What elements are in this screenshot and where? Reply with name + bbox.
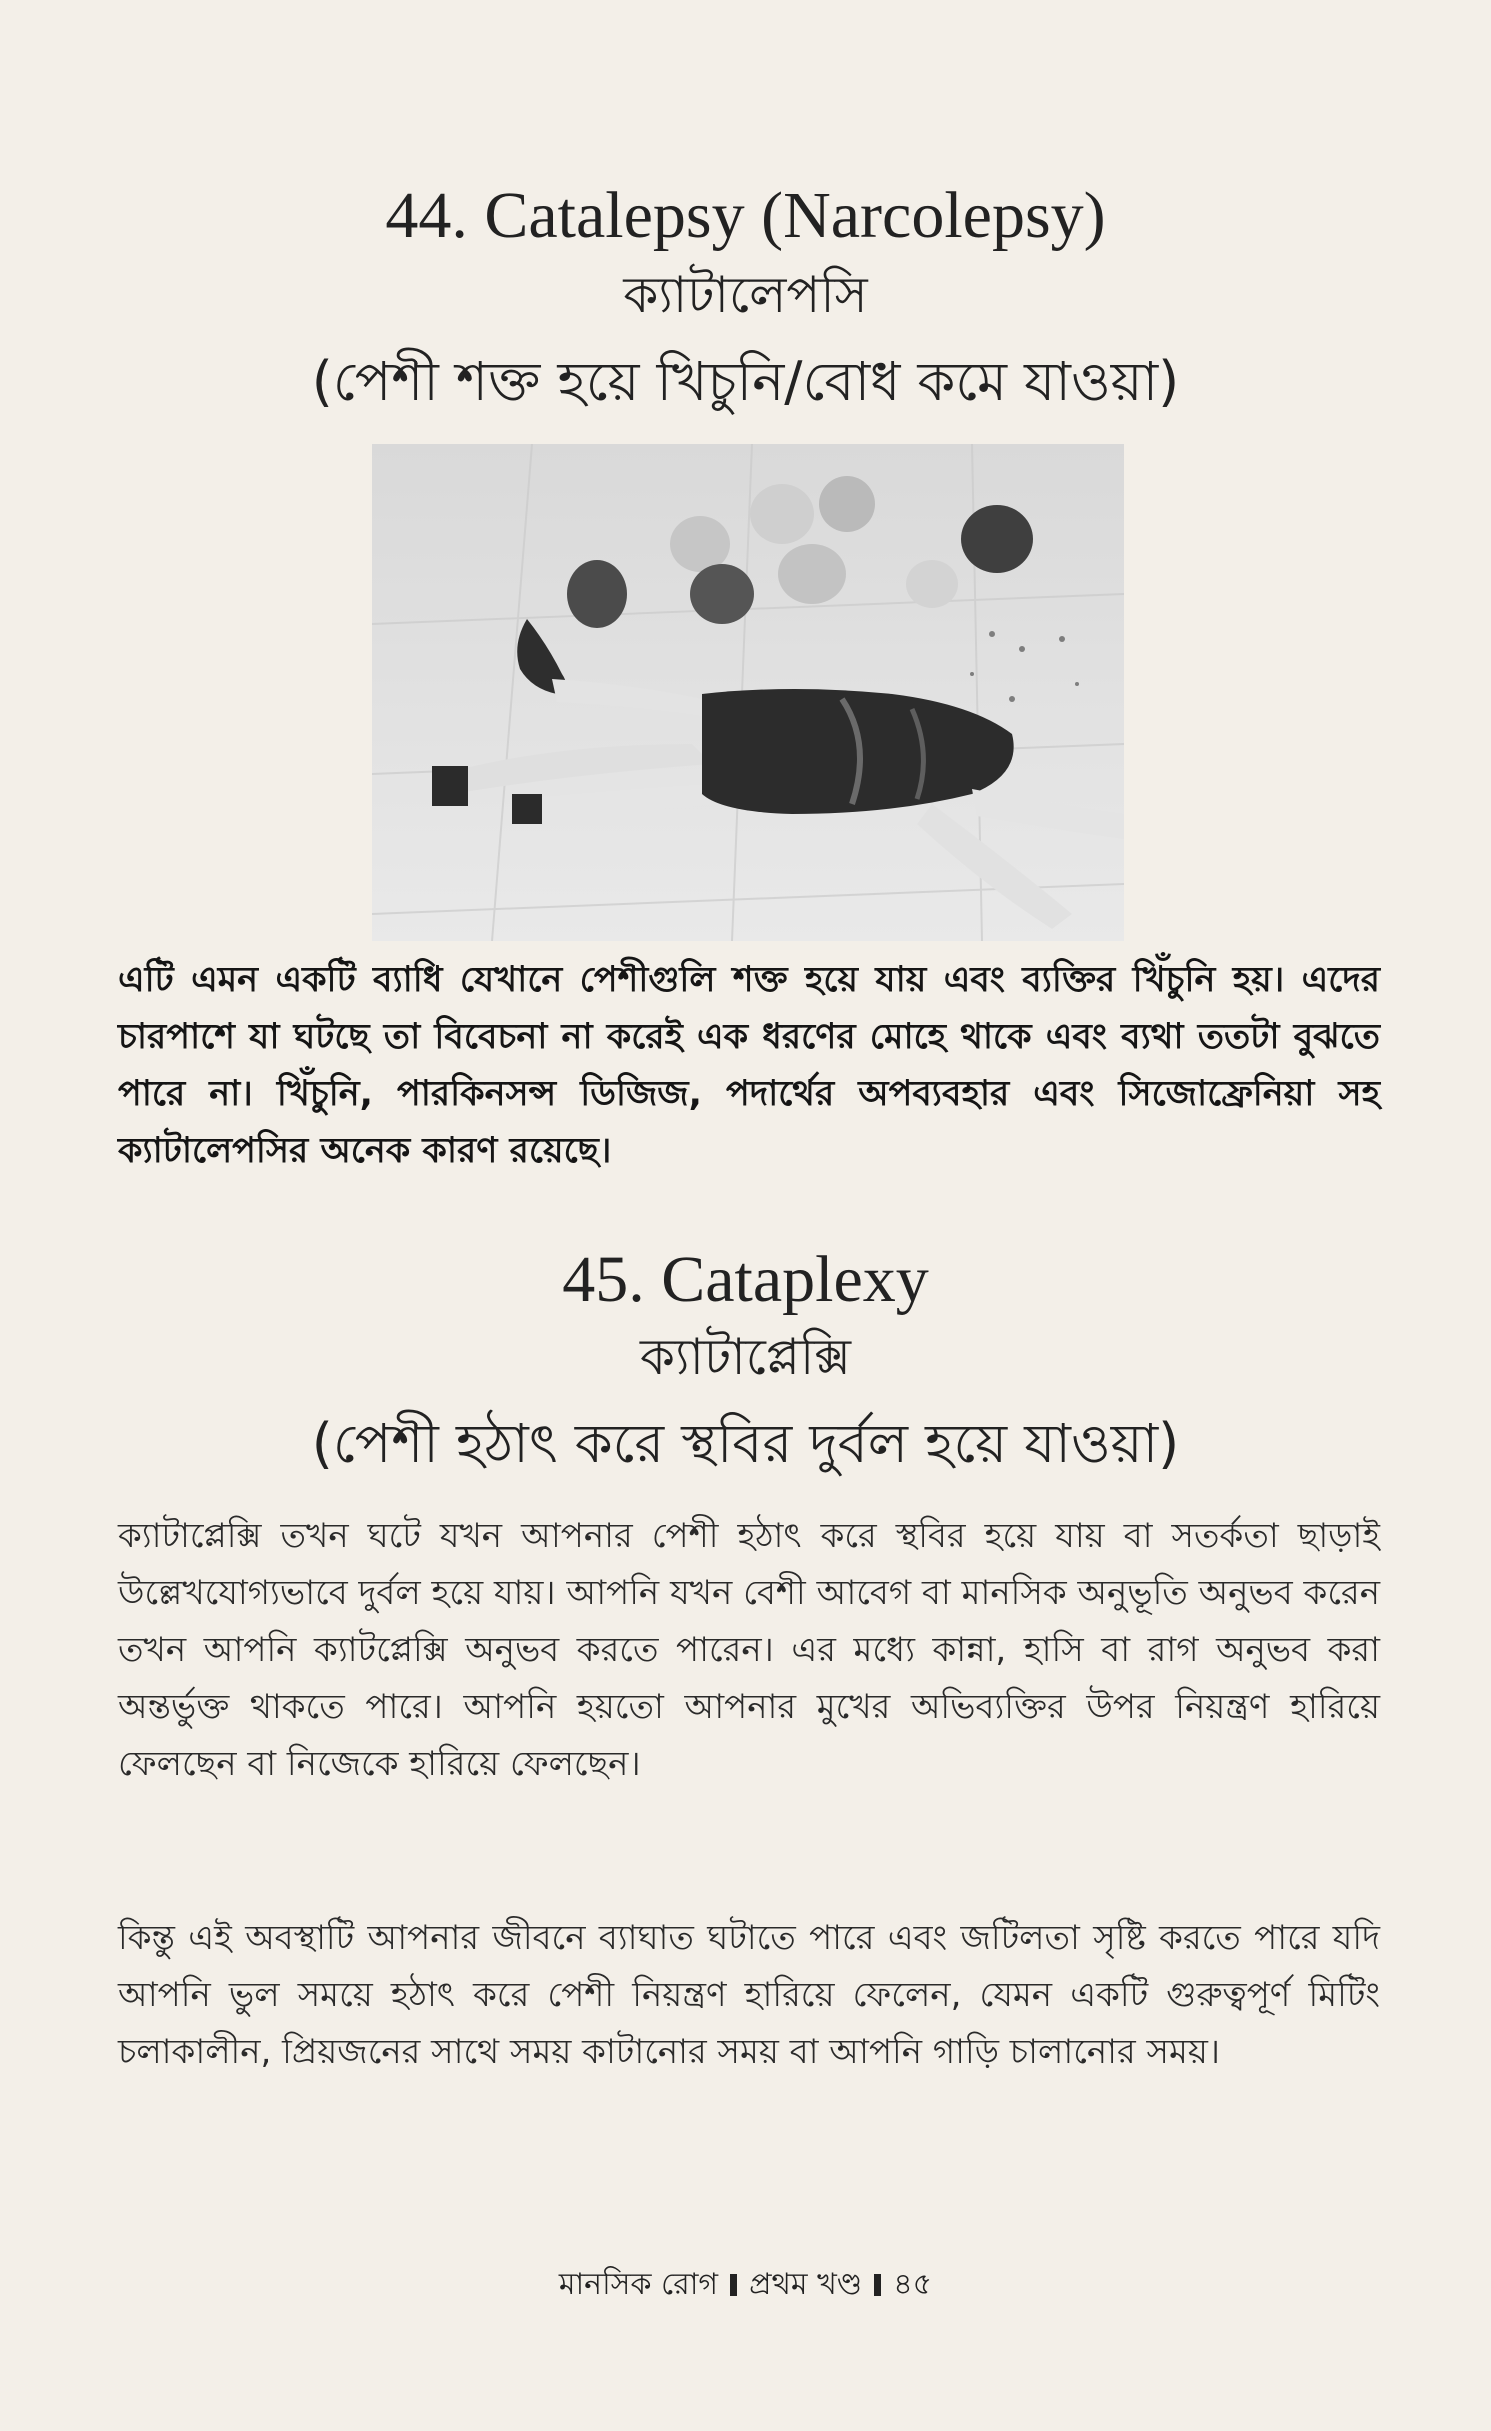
page-number: ৪৫	[893, 2267, 933, 2302]
footer-volume: প্রথম খণ্ড	[749, 2267, 863, 2302]
section-44-subtitle-bengali: (পেশী শক্ত হয়ে খিচুনি/বোধ কমে যাওয়া)	[311, 350, 1180, 413]
footer-book-title: মানসিক রোগ	[558, 2267, 719, 2302]
catalepsy-photo	[372, 444, 1124, 941]
catalepsy-photo-illustration	[372, 444, 1124, 941]
section-45-title-bengali: ক্যাটাপ্লেক্সি	[640, 1328, 851, 1386]
page-footer	[0, 2265, 1491, 2305]
section-44-paragraph: এটি এমন একটি ব্যাধি যেখানে পেশীগুলি শক্ত হয়ে যায় এবং ব্যক্তির খিঁচুনি হয়। এদের চারপাশে যা ঘটছে তা বিবেচনা না করেই এক ধরণের মোহে থাকে এবং ব্যথা ততটা বুঝতে পারে না। খিঁচুনি, পারকিনসন্স ডিজিজ, পদার্থের অপব্যবহার এবং সিজোফ্রেনিয়া সহ ক্যাটালেপসির অনেক কারণ রয়েছে।	[118, 960, 1380, 1171]
footer-separator	[874, 2274, 881, 2296]
section-44-title-english: 44. Catalepsy (Narcolepsy)	[385, 179, 1106, 252]
footer-separator	[730, 2274, 737, 2296]
section-45-paragraph-1: ক্যাটাপ্লেক্সি তখন ঘটে যখন আপনার পেশী হঠাৎ করে স্থবির হয়ে যায় বা সতর্কতা ছাড়াই উল্লেখযোগ্যভাবে দুর্বল হয়ে যায়। আপনি যখন বেশী আবেগ বা মানসিক অনুভূতি অনুভব করেন তখন আপনি ক্যাটপ্লেক্সি অনুভব করতে পারেন। এর মধ্যে কান্না, হাসি বা রাগ অনুভব করা অন্তর্ভুক্ত থাকতে পারে। আপনি হয়তো আপনার মুখের অভিব্যক্তির উপর নিয়ন্ত্রণ হারিয়ে ফেলছেন বা নিজেকে হারিয়ে ফেলছেন।	[118, 1516, 1380, 1784]
section-44-title-bengali: ক্যাটালেপসি	[623, 266, 868, 324]
section-45-subtitle-bengali: (পেশী হঠাৎ করে স্থবির দুর্বল হয়ে যাওয়া)	[311, 1412, 1180, 1475]
section-45-paragraph-2: কিন্তু এই অবস্থাটি আপনার জীবনে ব্যাঘাত ঘটাতে পারে এবং জটিলতা সৃষ্টি করতে পারে যদি আপনি ভুল সময়ে হঠাৎ করে পেশী নিয়ন্ত্রণ হারিয়ে ফেলেন, যেমন একটি গুরুত্বপূর্ণ মিটিং চলাকালীন, প্রিয়জনের সাথে সময় কাটানোর সময় বা আপনি গাড়ি চালানোর সময়।	[118, 1918, 1380, 2072]
section-45-title-english: 45. Cataplexy	[562, 1243, 929, 1316]
